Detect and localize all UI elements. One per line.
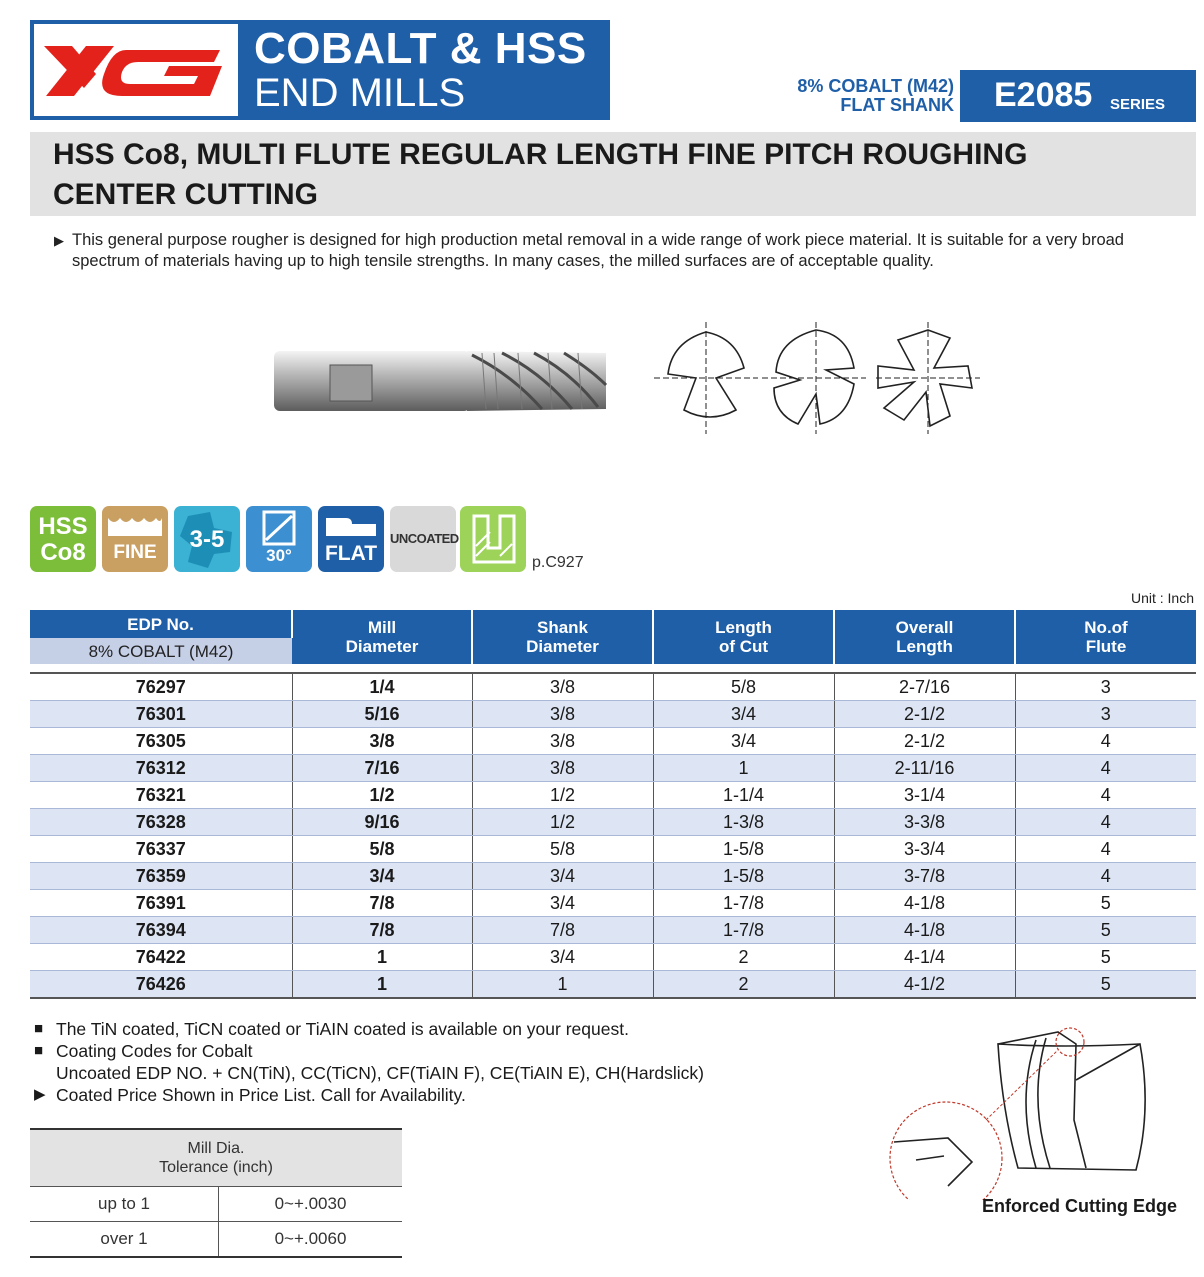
flat-shank-icon <box>318 506 384 572</box>
helix-angle-icon <box>246 506 312 572</box>
table-row <box>30 944 1196 971</box>
unit-label: Unit : Inch <box>1130 590 1194 606</box>
length-of-cut-cell: 1-3/8 <box>653 809 834 836</box>
edp-cell: 76312 <box>30 755 292 782</box>
header-text: Mill Dia. <box>187 1140 245 1157</box>
flute-count-cell: 5 <box>1015 917 1196 944</box>
square-bullet-icon: ■ <box>34 1042 44 1059</box>
shank-diameter-cell: 7/8 <box>472 917 653 944</box>
cutting-edge-diagram <box>886 1020 1186 1200</box>
arrow-right-icon: ▶ <box>34 1086 46 1103</box>
shank-diameter-header <box>472 610 653 664</box>
overall-length-cell: 2-1/2 <box>834 701 1015 728</box>
edp-cell: 76301 <box>30 701 292 728</box>
shank-shape-icon <box>318 506 384 542</box>
flute-count-cell: 4 <box>1015 728 1196 755</box>
reference-page: p.C927 <box>532 554 584 571</box>
mill-diameter-cell: 1/2 <box>292 782 472 809</box>
hss-co8-icon <box>30 506 96 572</box>
table-row <box>30 863 1196 890</box>
header-text: Flute <box>1085 637 1127 656</box>
mill-diameter-cell: 9/16 <box>292 809 472 836</box>
uncoated-icon: UNCOATED <box>390 506 456 572</box>
length-of-cut-cell: 1 <box>653 755 834 782</box>
table-row <box>30 917 1196 944</box>
shank-diameter-cell: 3/4 <box>472 863 653 890</box>
length-of-cut-cell: 1-7/8 <box>653 917 834 944</box>
flute-count-header <box>1015 610 1196 664</box>
shank-diameter-cell: 1 <box>472 971 653 999</box>
edp-cell: 76359 <box>30 863 292 890</box>
flute-count-cell: 5 <box>1015 971 1196 999</box>
header-text: of Cut <box>718 637 769 656</box>
end-mill-photo <box>272 345 612 415</box>
shank-diameter-cell: 3/4 <box>472 944 653 971</box>
edp-cell: 76422 <box>30 944 292 971</box>
edp-cell: 76305 <box>30 728 292 755</box>
shank-diameter-cell: 3/8 <box>472 701 653 728</box>
tolerance-value: 0~+.0030 <box>219 1187 403 1222</box>
overall-length-cell: 4-1/4 <box>834 944 1015 971</box>
table-row <box>30 782 1196 809</box>
tolerance-table <box>30 1128 402 1258</box>
flute-count-cell: 5 <box>1015 890 1196 917</box>
hss-label: HSS <box>38 513 88 540</box>
header-text: Shank <box>536 618 589 637</box>
mill-diameter-cell: 3/8 <box>292 728 472 755</box>
length-of-cut-cell: 3/4 <box>653 701 834 728</box>
page-title: HSS Co8, MULTI FLUTE REGULAR LENGTH FINE PITCH ROUGHING <box>53 138 1028 171</box>
header-text: Length <box>715 618 772 637</box>
series-shank: FLAT SHANK <box>840 95 954 115</box>
description <box>54 230 1174 272</box>
flat-label: FLAT <box>324 542 378 565</box>
overall-length-cell: 3-1/4 <box>834 782 1015 809</box>
yg-logo <box>34 24 238 116</box>
flute-count-icon <box>174 506 240 572</box>
overall-length-cell: 2-7/16 <box>834 673 1015 701</box>
note-item <box>34 1084 704 1106</box>
edp-header: EDP No. <box>30 610 292 638</box>
slotting-icon <box>460 506 526 572</box>
mill-diameter-header <box>292 610 472 664</box>
length-of-cut-cell: 1-5/8 <box>653 863 834 890</box>
flute-count-cell: 3 <box>1015 673 1196 701</box>
note-item <box>34 1062 704 1084</box>
shank-diameter-cell: 1/2 <box>472 782 653 809</box>
length-of-cut-cell: 5/8 <box>653 673 834 701</box>
length-of-cut-cell: 1-7/8 <box>653 890 834 917</box>
overall-length-cell: 4-1/8 <box>834 917 1015 944</box>
tolerance-range: over 1 <box>30 1222 219 1258</box>
edp-material-subheader: 8% COBALT (M42) <box>30 638 292 664</box>
mill-diameter-cell: 7/8 <box>292 917 472 944</box>
note-text: Coating Codes for Cobalt <box>56 1041 253 1061</box>
overall-length-cell: 2-1/2 <box>834 728 1015 755</box>
application-icon <box>460 506 526 572</box>
length-of-cut-cell: 2 <box>653 944 834 971</box>
mill-diameter-cell: 1 <box>292 944 472 971</box>
square-bullet-icon: ■ <box>34 1020 44 1037</box>
shank-diameter-cell: 3/8 <box>472 673 653 701</box>
overall-length-cell: 4-1/2 <box>834 971 1015 999</box>
description-text: This general purpose rougher is designed for high production metal removal in a wide range of work piece material. It is suitable for a very broad spectrum of materials having up to high tensile strengths. In many cases, the milled surfaces are of acceptable quality. <box>72 231 1124 270</box>
overall-length-cell: 3-7/8 <box>834 863 1015 890</box>
table-row <box>30 673 1196 701</box>
shank-diameter-cell: 1/2 <box>472 809 653 836</box>
table-row <box>30 809 1196 836</box>
mill-diameter-cell: 7/16 <box>292 755 472 782</box>
flute-count-cell: 5 <box>1015 944 1196 971</box>
flute-count-cell: 3 <box>1015 701 1196 728</box>
flute-cross-sections <box>650 318 990 438</box>
note-text: Uncoated EDP NO. + CN(TiN), CC(TiCN), CF(TiAIN F), CE(TiAIN E), CH(Hardslick) <box>56 1063 705 1083</box>
table-row <box>30 971 1196 999</box>
spec-table <box>30 610 1196 999</box>
table-row <box>30 701 1196 728</box>
length-of-cut-cell: 2 <box>653 971 834 999</box>
header-text: No.of <box>1084 618 1128 637</box>
shank-diameter-cell: 5/8 <box>472 836 653 863</box>
mill-diameter-cell: 1/4 <box>292 673 472 701</box>
flute-count-cell: 4 <box>1015 836 1196 863</box>
co8-label: Co8 <box>40 539 86 566</box>
header-text: Diameter <box>345 637 419 656</box>
note-item <box>34 1040 704 1062</box>
flute-count-cell: 4 <box>1015 755 1196 782</box>
flute-count-cell: 4 <box>1015 782 1196 809</box>
header-text: Length <box>896 637 953 656</box>
header-text: Tolerance (inch) <box>159 1159 273 1176</box>
fine-label: FINE <box>113 542 157 563</box>
table-row <box>30 755 1196 782</box>
header-text: Diameter <box>526 637 599 656</box>
note-item <box>34 1018 704 1040</box>
length-of-cut-header <box>653 610 834 664</box>
series-material: 8% COBALT (M42) <box>797 76 954 96</box>
tolerance-value: 0~+.0060 <box>219 1222 403 1258</box>
overall-length-cell: 2-11/16 <box>834 755 1015 782</box>
overall-length-cell: 4-1/8 <box>834 890 1015 917</box>
shank-diameter-cell: 3/4 <box>472 890 653 917</box>
arrow-right-icon: ▶ <box>54 233 64 248</box>
flute-count-cell: 4 <box>1015 863 1196 890</box>
edp-cell: 76321 <box>30 782 292 809</box>
mill-diameter-cell: 5/16 <box>292 701 472 728</box>
overall-length-cell: 3-3/8 <box>834 809 1015 836</box>
edp-cell: 76391 <box>30 890 292 917</box>
table-divider <box>30 664 1196 673</box>
edp-cell: 76337 <box>30 836 292 863</box>
shank-diameter-cell: 3/8 <box>472 755 653 782</box>
mill-diameter-cell: 1 <box>292 971 472 999</box>
series-badge <box>960 70 1196 122</box>
fine-pitch-icon <box>102 506 168 572</box>
edp-cell: 76426 <box>30 971 292 999</box>
note-text: The TiN coated, TiCN coated or TiAIN coated is available on your request. <box>56 1019 629 1039</box>
header-text: Mill <box>367 618 397 637</box>
page-title-line2: CENTER CUTTING <box>53 178 318 211</box>
mill-diameter-cell: 3/4 <box>292 863 472 890</box>
overall-length-header <box>834 610 1015 664</box>
tolerance-range: up to 1 <box>30 1187 219 1222</box>
brand-subtitle: END MILLS <box>254 71 466 115</box>
notes <box>34 1018 704 1106</box>
tolerance-header <box>30 1129 402 1187</box>
mill-diameter-cell: 7/8 <box>292 890 472 917</box>
note-text: Coated Price Shown in Price List. Call for Availability. <box>56 1085 466 1105</box>
header-text: Overall <box>895 618 954 637</box>
length-of-cut-cell: 1-5/8 <box>653 836 834 863</box>
helix-label: 30° <box>266 546 292 565</box>
series-info <box>797 77 954 115</box>
edge-caption: Enforced Cutting Edge <box>982 1196 1177 1216</box>
length-of-cut-cell: 3/4 <box>653 728 834 755</box>
shank-diameter-cell: 3/8 <box>472 728 653 755</box>
edp-cell: 76394 <box>30 917 292 944</box>
table-row <box>30 728 1196 755</box>
flute-count-cell: 4 <box>1015 809 1196 836</box>
overall-length-cell: 3-3/4 <box>834 836 1015 863</box>
edp-cell: 76328 <box>30 809 292 836</box>
edp-cell: 76297 <box>30 673 292 701</box>
table-row <box>30 890 1196 917</box>
series-label: SERIES <box>1110 96 1166 113</box>
flute-count-label: 3-5 <box>189 526 225 553</box>
brand-title: COBALT & HSS <box>254 24 587 73</box>
mill-diameter-cell: 5/8 <box>292 836 472 863</box>
table-row <box>30 836 1196 863</box>
helix-tool-icon <box>246 506 312 546</box>
serration-icon <box>102 506 168 542</box>
length-of-cut-cell: 1-1/4 <box>653 782 834 809</box>
series-code: E2085 <box>994 76 1093 114</box>
